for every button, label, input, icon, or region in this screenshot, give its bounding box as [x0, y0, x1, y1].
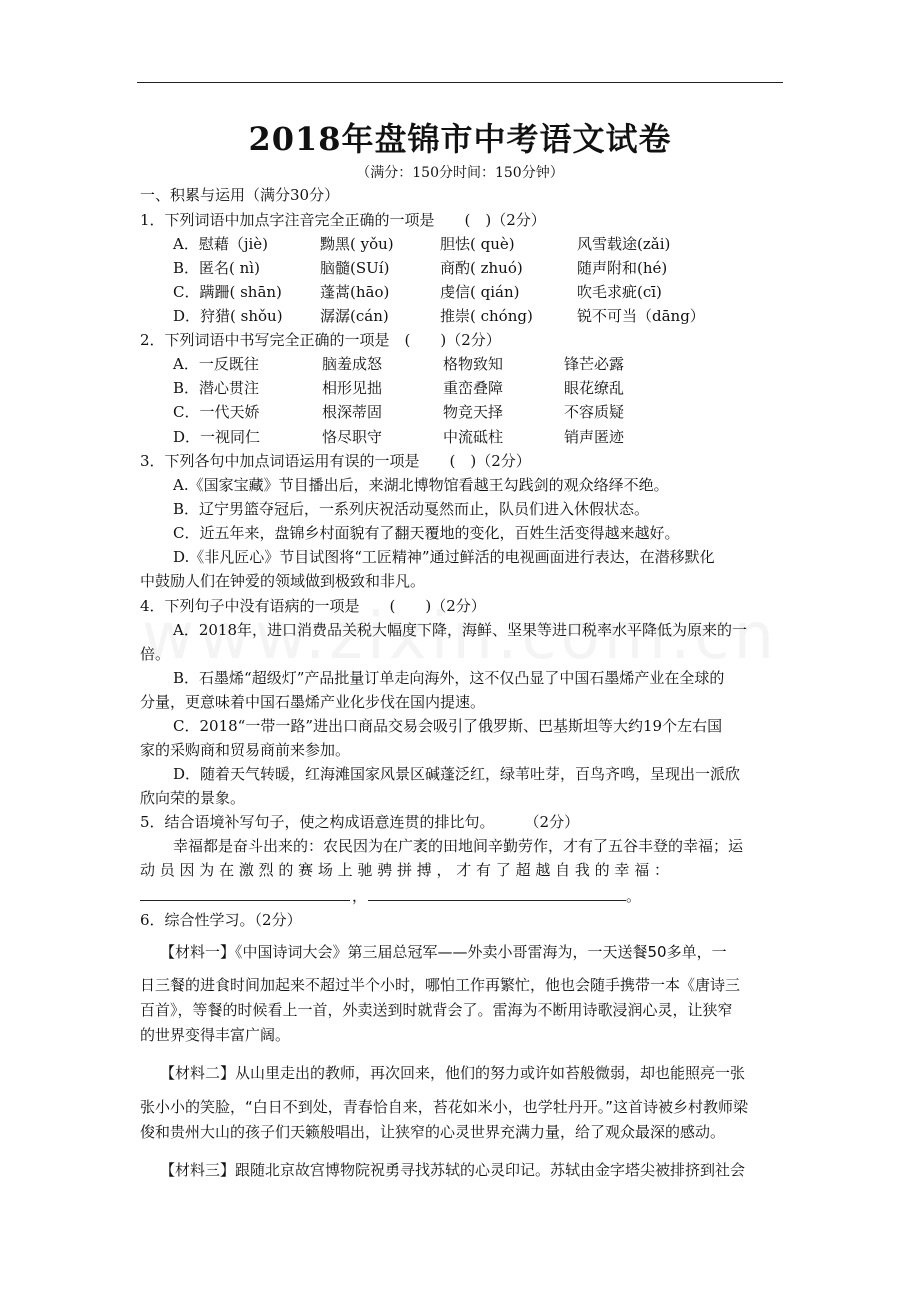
q3-option-c: C．近五年来，盘锦乡村面貌有了翻天覆地的变化，百姓生活变得越来越好。: [173, 524, 680, 542]
q2-option-cell: 锋芒必露: [564, 355, 625, 373]
q5-prompt-continued: 动 员 因 为 在 激 烈 的 赛 场 上 驰 骋 拼 搏 ， 才 有 了 超 越 自 我 的 幸 福 ：: [140, 861, 669, 879]
q1-option-cell: 随声附和(hé): [577, 259, 668, 277]
q4-option-a: A．2018年，进口消费品关税大幅度下降，海鲜、坚果等进口税率水平降低为原来的一: [173, 621, 748, 639]
q3-option-b: B．辽宁男篮夺冠后，一系列庆祝活动戛然而止，队员们进入休假状态。: [173, 500, 650, 518]
blank-terminator: 。: [626, 887, 642, 905]
q2-option-cell: 脑羞成怒: [322, 355, 383, 373]
q3-option-a: A.《国家宝藏》节目播出后，来湖北博物馆看越王勾践剑的观众络绎不绝。: [173, 476, 669, 494]
q2-option-cell: 格物致知: [443, 355, 504, 373]
page-subtitle: （满分：150分时间：150分钟）: [356, 165, 564, 181]
q4-option-d-continued: 欣向荣的景象。: [140, 789, 246, 807]
q4-option-a-continued: 倍。: [140, 645, 171, 663]
answer-blank-2[interactable]: [368, 900, 626, 901]
q1-option-cell: 风雪载途(zǎi): [577, 235, 671, 253]
q3-option-d: D.《非凡匠心》节目试图将“工匠精神”通过鲜活的电视画面进行表达，在潜移默化: [173, 548, 715, 566]
material-2-line: 俊和贵州大山的孩子们天籁般唱出，让狭窄的心灵世界充满力量，给了观众最深的感动。: [140, 1123, 726, 1141]
q1-option-cell: 胆怯( què): [440, 235, 515, 253]
material-1-line: 日三餐的进食时间加起来不超过半个小时，哪怕工作再繁忙，他也会随手携带一本《唐诗三: [140, 976, 741, 994]
q1-option-cell: B．匿名( nì): [173, 259, 260, 277]
question-6-stem: 6．综合性学习。（2分）: [140, 911, 302, 929]
material-2-line: 张小小的笑脸，“白日不到处，青春恰自来，苔花如米小，也学牡丹开。”这首诗被乡村教师梁: [140, 1098, 749, 1116]
q2-option-cell: 相形见拙: [322, 379, 383, 397]
q2-option-cell: B．潜心贯注: [173, 379, 260, 397]
q1-option-cell: 黝黑( yǒu): [320, 235, 394, 253]
q1-option-cell: 潺潺(cán): [320, 307, 389, 325]
q2-option-cell: 恪尽职守: [322, 428, 383, 446]
answer-blank-1[interactable]: [140, 900, 350, 901]
material-2: 【材料二】从山里走出的教师，再次回来，他们的努力或许如苔般微弱，却也能照亮一张: [160, 1064, 746, 1082]
q1-option-cell: C．蹒跚( shān): [173, 283, 282, 301]
q1-option-cell: D．狩猎( shǒu): [173, 307, 283, 325]
q1-option-cell: 虔信( qián): [440, 283, 520, 301]
q4-option-d: D．随着天气转暖，红海滩国家风景区碱蓬泛红，绿苇吐芽，百鸟齐鸣，呈现出一派欣: [173, 765, 741, 783]
q2-option-cell: C．一代天娇: [173, 403, 260, 421]
question-2-stem: 2．下列词语中书写完全正确的一项是 ( )（2分）: [140, 331, 501, 349]
q1-option-cell: 商酌( zhuó): [440, 259, 523, 277]
q4-option-b: B．石墨烯“超级灯”产品批量订单走向海外，这不仅凸显了中国石墨烯产业在全球的: [173, 669, 725, 687]
material-1: 【材料一】《中国诗词大会》第三届总冠军——外卖小哥雷海为，一天送餐50多单，一: [160, 943, 727, 961]
q2-option-cell: 销声匿迹: [564, 428, 625, 446]
question-5-stem: 5．结合语境补写句子，使之构成语意连贯的排比句。 （2分）: [140, 813, 580, 831]
material-1-line: 百首》，等餐的时候看上一首，外卖送到时就背会了。雷海为不断用诗歌浸润心灵，让狭窄: [140, 1001, 733, 1019]
q1-option-cell: 蓬蒿(hāo): [320, 283, 390, 301]
q1-option-cell: 脑髓(SUí): [320, 259, 390, 277]
q2-option-cell: 眼花缭乱: [564, 379, 625, 397]
q1-option-cell: A．慰藉（jiè): [173, 235, 269, 253]
q4-option-c-continued: 家的采购商和贸易商前来参加。: [140, 741, 351, 759]
material-3: 【材料三】跟随北京故宫博物院祝勇寻找苏轼的心灵印记。苏轼由金字塔尖被排挤到社会: [160, 1161, 746, 1179]
q1-option-cell: 推崇( chóng): [440, 307, 533, 325]
q2-option-cell: 根深蒂固: [322, 403, 383, 421]
material-1-line: 的世界变得丰富广阔。: [140, 1026, 291, 1044]
q1-option-cell: 锐不可当（dāng）: [577, 307, 705, 325]
q2-option-cell: 重峦叠障: [443, 379, 504, 397]
q4-option-b-continued: 分量，更意味着中国石墨烯产业化步伐在国内提速。: [140, 693, 486, 711]
q3-option-d-continued: 中鼓励人们在钟爱的领域做到极致和非凡。: [140, 572, 426, 590]
q4-option-c: C．2018“一带一路”进出口商品交易会吸引了俄罗斯、巴基斯坦等大约19个左右国: [173, 717, 723, 735]
section-heading: 一、积累与运用（满分30分）: [140, 186, 340, 204]
q2-option-cell: 不容质疑: [564, 403, 625, 421]
page-title: 2018年盘锦市中考语文试卷: [248, 120, 672, 158]
q5-prompt: 幸福都是奋斗出来的：农民因为在广袤的田地间辛勤劳作，才有了五谷丰登的幸福；运: [173, 837, 744, 855]
question-1-stem: 1．下列词语中加点字注音完全正确的一项是 ( )（2分）: [140, 211, 546, 229]
q2-option-cell: D．一视同仁: [173, 428, 261, 446]
blank-separator: ，: [352, 887, 368, 905]
q2-option-cell: 中流砥柱: [443, 428, 504, 446]
q1-option-cell: 吹毛求疵(cī): [577, 283, 662, 301]
question-4-stem: 4．下列句子中没有语病的一项是 ( )（2分）: [140, 597, 486, 615]
q2-option-cell: A．一反既往: [173, 355, 259, 373]
q2-option-cell: 物竞天择: [443, 403, 504, 421]
header-rule: [137, 82, 783, 83]
question-3-stem: 3．下列各句中加点词语运用有误的一项是 ( )（2分）: [140, 452, 531, 470]
